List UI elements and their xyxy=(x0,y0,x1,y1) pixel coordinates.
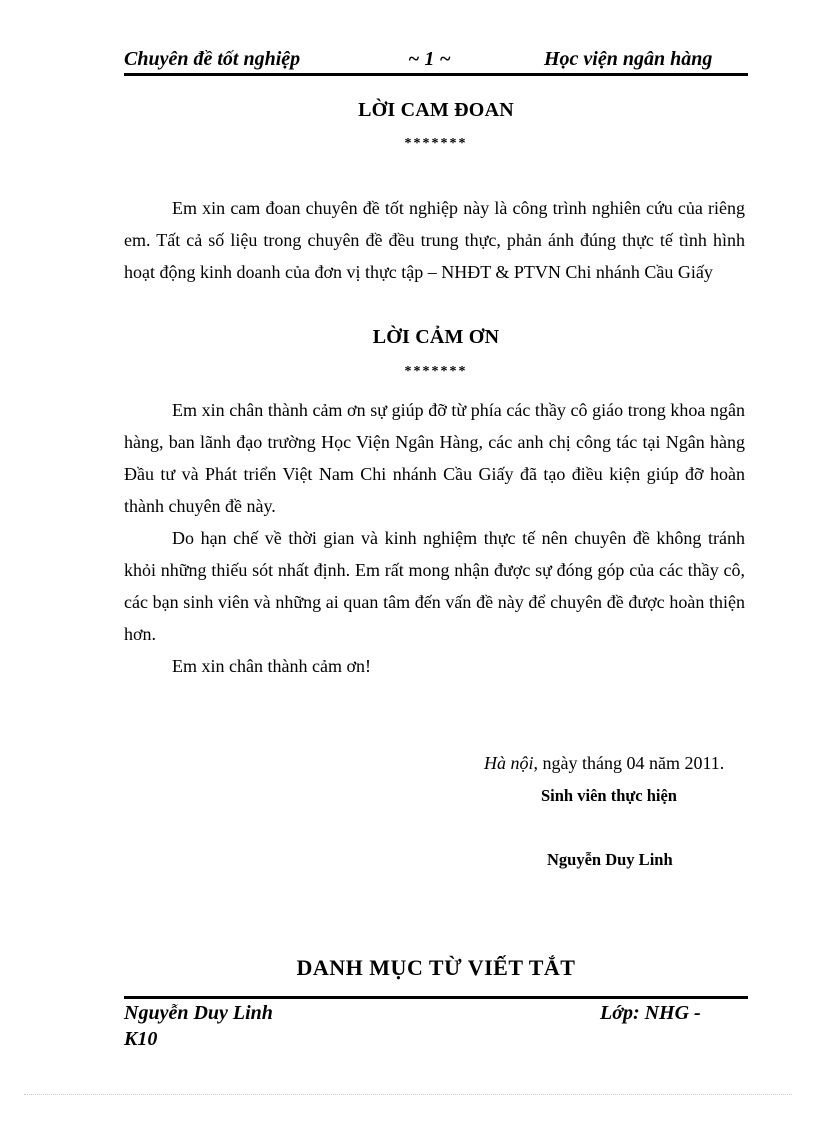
signature-role: Sinh viên thực hiện xyxy=(541,786,677,805)
commitment-paragraph: Em xin cam đoan chuyên đề tốt nghiệp này là công trình nghiên cứu của riêng em. Tất cả số liệu trong chuyên đề đều trung thực, phản ánh đúng thực tế tình hình hoạt động kinh doanh của đơn vị thực tập – NHĐT & PTVN Chi nhánh Cầu Giấy xyxy=(124,198,745,282)
header-rule xyxy=(124,73,748,76)
footer-class-continued: K10 xyxy=(124,1028,158,1050)
thanks-paragraph-3: Em xin chân thành cảm ơn! xyxy=(172,656,371,676)
footer-rule xyxy=(124,996,748,999)
commitment-stars: ******* xyxy=(404,136,468,151)
commitment-title: LỜI CAM ĐOAN xyxy=(358,99,514,121)
thanks-paragraph-1: Em xin chân thành cảm ơn sự giúp đỡ từ phía các thầy cô giáo trong khoa ngân hàng, ban lãnh đạo trường Học Viện Ngân Hàng, các anh chị công tác tại Ngân hàng Đầu tư và Phát triển Việt Nam Chi nhánh Cầu Giấy đã tạo điều kiện giúp đỡ hoàn thành chuyên đề này. xyxy=(124,400,745,516)
footer-class: Lớp: NHG - xyxy=(600,1002,701,1024)
footer-author: Nguyễn Duy Linh xyxy=(124,1002,273,1024)
thanks-stars: ******* xyxy=(404,364,468,379)
page-number: ~ 1 ~ xyxy=(408,48,451,70)
thanks-paragraph-2: Do hạn chế về thời gian và kinh nghiệm thực tế nên chuyên đề không tránh khỏi những thiếu sót nhất định. Em rất mong nhận được sự đóng góp của các thầy cô, các bạn sinh viên và những ai quan tâm đến vấn đề này để chuyên đề được hoàn thiện hơn. xyxy=(124,528,745,644)
page-header xyxy=(124,48,748,74)
thanks-title: LỜI CẢM ƠN xyxy=(372,326,500,348)
signature-date-line xyxy=(484,753,724,774)
header-left-text: Chuyên đề tốt nghiệp xyxy=(124,48,301,70)
signature-name: Nguyễn Duy Linh xyxy=(547,850,673,869)
abbreviations-title: DANH MỤC TỪ VIẾT TẮT xyxy=(296,955,576,980)
signature-date: , ngày tháng 04 năm 2011. xyxy=(533,753,725,773)
signature-place: Hà nội xyxy=(484,753,534,773)
header-right-text: Học viện ngân hàng xyxy=(544,48,713,70)
page-edge-divider xyxy=(24,1094,792,1095)
